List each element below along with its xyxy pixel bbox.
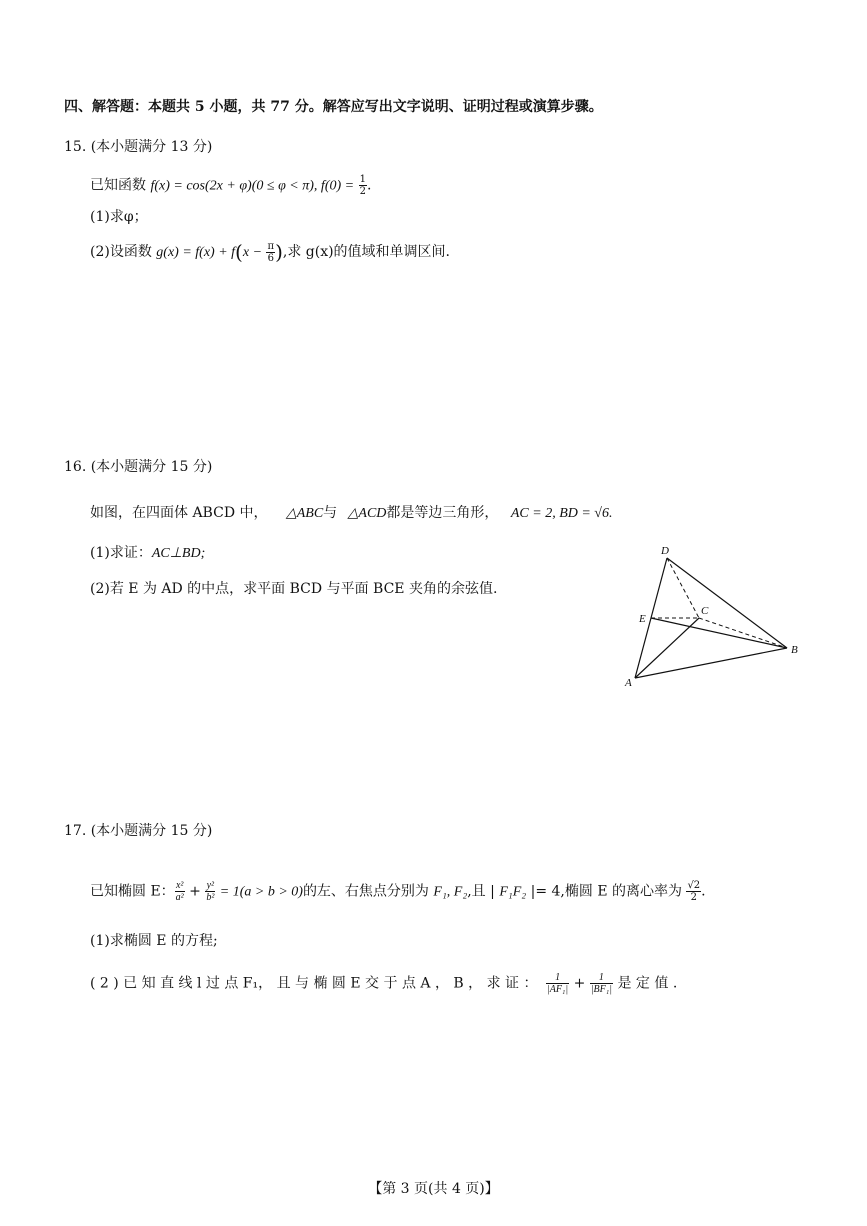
label-D: D bbox=[661, 545, 669, 557]
q17-foci: F₁, F₂ bbox=[433, 884, 468, 900]
q17-ecc: $\frac{√2}{2}$ bbox=[687, 880, 701, 903]
q17-given-prefix: 已知椭圆 E： bbox=[90, 883, 175, 900]
q16-title: 16. (本小题满分 15 分) bbox=[64, 459, 213, 475]
edge-DC bbox=[667, 558, 699, 618]
q15-given-math: f(x) = cos(2x + φ)(0 ≤ φ < π), f(0) = bbox=[150, 178, 355, 194]
q17-plus: + bbox=[189, 883, 201, 900]
q15-given-prefix: 已知函数 bbox=[90, 177, 146, 194]
q17-part2-frac1: $\frac{1}{\text{|AF₁|}}$ bbox=[546, 972, 569, 995]
q16-given-b: 都是等边三角形， bbox=[386, 505, 499, 521]
q15-part2-suffix: ,求 g(x)的值域和单调区间. bbox=[282, 244, 451, 260]
q17-part2-text: ( 2 ) 已 知 直 线 l 过 点 F₁， 且 与 椭 圆 E 交 于 点 A ， B ， 求 证 ： bbox=[90, 975, 538, 992]
q17-given-mid: 的左、右焦点分别为 bbox=[302, 883, 429, 900]
q17-part2-end: 是 定 值 . bbox=[617, 975, 678, 992]
label-E: E bbox=[639, 613, 646, 625]
q16-given-math: AC = 2, BD = √6. bbox=[510, 506, 613, 521]
q15-given-frac: $\frac{1}{2}$ bbox=[359, 174, 366, 197]
q17-frac2: $\frac{\text{y²}}{\text{b²}}$ bbox=[206, 880, 215, 903]
q16-tri2: △ACD bbox=[347, 506, 387, 521]
q17-part2-plus: + bbox=[573, 975, 586, 992]
q17-eq-math: = 1(a > b > 0) bbox=[219, 884, 303, 900]
tetrahedron-figure bbox=[615, 540, 815, 690]
q17-given bbox=[90, 880, 706, 903]
q15-title: 15. (本小题满分 13 分) bbox=[64, 139, 213, 155]
q16-tri1: △ABC bbox=[285, 506, 324, 521]
edge-AC bbox=[635, 618, 699, 678]
q15-part2: (2)设函数 g(x) = f(x) + f(x − $\frac{\pi}{6}$ ),求 g(x)的值域和单调区间. bbox=[90, 240, 451, 264]
q17-frac1: $\frac{\text{x²}}{\text{a²}}$ bbox=[175, 880, 184, 903]
q17-part2-frac2: $\frac{1}{\text{|BF₁|}}$ bbox=[590, 972, 613, 995]
q15-given bbox=[90, 174, 371, 197]
section-header: 四、解答题：本题共 5 小题，共 77 分。解答应写出文字说明、证明过程或演算步骤。 bbox=[64, 99, 603, 115]
q15-part1: (1)求φ； bbox=[90, 209, 148, 225]
edge-CB bbox=[699, 618, 787, 648]
q17-dist: F₁F₂ bbox=[499, 884, 527, 900]
q16-given bbox=[90, 502, 613, 522]
q16-part1 bbox=[90, 542, 205, 562]
q17-part2 bbox=[90, 972, 677, 995]
q16-part2: (2)若 E 为 AD 的中点，求平面 BCD 与平面 BCE 夹角的余弦值. bbox=[90, 581, 498, 597]
q16-part1-prefix: (1)求证： bbox=[90, 545, 152, 561]
q16-mid: 与 bbox=[323, 505, 338, 521]
q16-given-a: 如图，在四面体 ABCD 中， bbox=[90, 505, 268, 521]
q15-part2-inner: x − bbox=[242, 245, 263, 260]
label-A: A bbox=[625, 677, 632, 689]
q15-part2-prefix: (2)设函数 bbox=[90, 244, 152, 260]
label-B: B bbox=[791, 644, 798, 656]
q17-given-end: . bbox=[701, 883, 706, 900]
q17-given-mid3: |= 4,椭圆 E 的离心率为 bbox=[530, 883, 682, 900]
q15-part2-frac: $\frac{\pi}{6}$ bbox=[267, 240, 275, 264]
q17-title: 17. (本小题满分 15 分) bbox=[64, 823, 213, 839]
q17-part1: (1)求椭圆 E 的方程; bbox=[90, 933, 218, 949]
page-footer: 【第 3 页(共 4 页)】 bbox=[368, 1181, 499, 1197]
edge-AB bbox=[635, 648, 787, 678]
q17-given-mid2: ,且 | bbox=[467, 883, 495, 900]
q16-part1-math: AC⊥BD; bbox=[151, 546, 206, 561]
q15-given-end: . bbox=[366, 177, 372, 194]
label-C: C bbox=[701, 605, 709, 617]
q15-part2-math: g(x) = f(x) + f bbox=[156, 245, 236, 260]
